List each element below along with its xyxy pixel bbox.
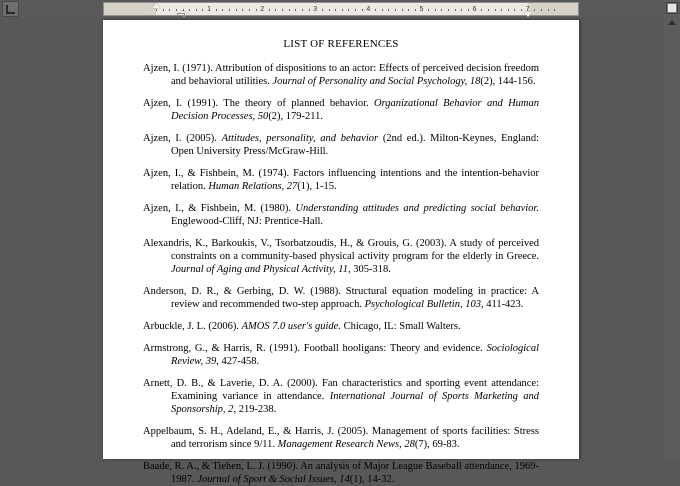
reference-text: (1), 1-15. [297, 181, 337, 192]
ruler-tick [249, 9, 250, 11]
scrollbar-button-icon [668, 4, 676, 12]
ruler-tick [441, 9, 442, 11]
reference-italic-text: Understanding attitudes and predicting social behavior. [295, 203, 539, 214]
ruler-tick [183, 9, 184, 11]
ruler-tick [309, 9, 310, 11]
ruler-tick [355, 9, 356, 11]
reference-text: Anderson, D. R., & Gerbing, D. W. (1988). Structural equation modeling in practice: A review and recommended two-step approach. [143, 286, 539, 310]
ruler-tick [169, 9, 170, 11]
reference-text: Chicago, IL: Small Walters. [340, 321, 461, 332]
ruler-tick-label: 1 [207, 6, 211, 13]
ruler-tick [335, 9, 336, 11]
tab-stop-selector[interactable] [2, 1, 19, 17]
ruler-tick [521, 9, 522, 11]
ruler-tick [428, 9, 429, 11]
reference-text: Arnett, D. B., & Laverie, D. A. (2000). Fan characteristics and sporting event attendance: Examining variance in attendance. [143, 378, 539, 402]
reference-text: (2), 179-211. [268, 111, 324, 122]
ruler-tick [548, 9, 549, 11]
ruler-tick [176, 9, 177, 11]
left-tab-stop-icon [6, 5, 15, 14]
ruler-tick [408, 9, 409, 11]
reference-list [143, 62, 539, 486]
first-line-indent-marker[interactable] [152, 3, 160, 8]
ruler-tick-label: 6 [472, 6, 477, 13]
ruler-tick [236, 9, 237, 11]
reference-entry [143, 237, 539, 276]
ruler-tick [435, 9, 436, 11]
ruler-tick [468, 9, 469, 11]
reference-entry [143, 425, 539, 451]
ruler-tick [256, 9, 257, 11]
reference-italic-text: Journal of Aging and Physical Activity, 11 [171, 264, 349, 275]
reference-italic-text: Management Research News, 28 [277, 439, 415, 450]
ruler-tick [216, 9, 217, 11]
reference-text: Ajzen, I. (1991). The theory of planned behavior. [143, 98, 374, 109]
reference-entry [143, 285, 539, 311]
ruler-tick [269, 9, 270, 11]
reference-entry [143, 320, 539, 333]
ruler-tick-label: 2 [260, 6, 265, 13]
reference-entry [143, 377, 539, 416]
ruler-tick [488, 9, 489, 11]
ruler-tick [196, 9, 197, 11]
reference-text: Alexandris, K., Barkoukis, V., Tsorbatzoudis, H., & Grouis, G. (2003). A study of perceived constraints on a community-based physical activity program for the elderly in Greece. [143, 238, 539, 262]
ruler-tick [495, 9, 496, 11]
reference-text: Ajzen, I., & Fishbein, M. (1980). [143, 203, 296, 214]
reference-entry [143, 132, 539, 158]
ruler-tick [541, 9, 542, 11]
left-indent-marker[interactable] [177, 13, 185, 16]
ruler-tick [375, 9, 376, 11]
reference-italic-text: Sociological Review, 39 [171, 343, 539, 367]
ruler-tick [202, 9, 203, 11]
ruler-tick [348, 9, 349, 11]
reference-italic-text: Attitudes, personality, and behavior [221, 133, 379, 144]
ruler-tick [156, 9, 157, 11]
ruler-tick [554, 9, 555, 11]
ruler-tick [448, 9, 449, 11]
scrollbar-top-button[interactable] [666, 2, 678, 14]
reference-italic-text: Human Relations, 27 [208, 181, 298, 192]
ruler-tick [362, 9, 363, 11]
horizontal-ruler[interactable] [103, 2, 579, 16]
ruler-tick [229, 9, 230, 11]
reference-text: Ajzen, I., & Fishbein, M. (1974). Factors influencing intentions and the intention-behavior relation. [143, 168, 539, 192]
ruler-tick [295, 9, 296, 11]
page-content [103, 20, 579, 486]
reference-entry [143, 62, 539, 88]
ruler-tick [382, 9, 383, 11]
reference-text: Ajzen, I. (2005). [143, 133, 222, 144]
reference-text: (1), 14-32. [349, 474, 395, 485]
ruler-tick [514, 9, 515, 11]
reference-italic-text: International Journal of Sports Marketing and Sponsorship, 2 [171, 391, 540, 415]
reference-italic-text: Journal of Personality and Social Psychology, 18 [272, 76, 481, 87]
ruler-tick [461, 9, 462, 11]
ruler-tick [508, 9, 509, 11]
ruler-tick [322, 9, 323, 11]
ruler-tick [395, 9, 396, 11]
reference-text: , 411-423. [480, 299, 524, 310]
ruler-tick [534, 9, 535, 11]
reference-text: , 427-458. [216, 356, 260, 367]
ruler-tick-label: 3 [313, 6, 318, 13]
reference-italic-text: AMOS 7.0 user's guide. [241, 321, 341, 332]
ruler-bar [0, 0, 680, 18]
ruler-tick [289, 9, 290, 11]
page-title: LIST OF REFERENCES [283, 38, 399, 50]
reference-text: Baade, R. A., & Tiehen, L. J. (1990). An analysis of Major League Baseball attendance, 1969-1987. [143, 461, 539, 485]
reference-entry [143, 342, 539, 368]
reference-text: Appelbaum, S. H., Adeland, E., & Harris, J. (2005). Management of sports facilities: Stress and terrorism since 9/11. [143, 426, 539, 450]
ruler-tick [501, 9, 502, 11]
reference-entry [143, 202, 539, 228]
right-indent-marker[interactable] [524, 12, 532, 17]
ruler-tick-label: 7 [525, 6, 530, 13]
ruler-tick-label: 5 [419, 6, 424, 13]
ruler-tick [388, 9, 389, 11]
ruler-tick [402, 9, 403, 11]
reference-italic-text: Psychological Bulletin, 103 [364, 299, 481, 310]
ruler-tick [282, 9, 283, 11]
reference-text: , 219-238. [233, 404, 277, 415]
ruler-tick-label: 4 [366, 6, 371, 13]
ruler-tick [222, 9, 223, 11]
ruler-tick [302, 9, 303, 11]
vertical-scrollbar[interactable] [664, 0, 680, 459]
reference-text: Armstrong, G., & Harris, R. (1991). Football hooligans: Theory and evidence. [143, 343, 487, 354]
ruler-tick [342, 9, 343, 11]
ruler-tick [275, 9, 276, 11]
ruler-tick [163, 9, 164, 11]
scroll-up-arrow-icon[interactable] [668, 20, 676, 25]
reference-text: , 305-318. [348, 264, 391, 275]
reference-text: (7), 69-83. [414, 439, 460, 450]
ruler-tick [415, 9, 416, 11]
ruler-tick [455, 9, 456, 11]
reference-entry [143, 460, 539, 486]
reference-text: Englewood-Cliff, NJ: Prentice-Hall. [171, 216, 324, 227]
reference-text: (2), 144-156. [480, 76, 536, 87]
ruler-tick [329, 9, 330, 11]
ruler-tick [242, 9, 243, 11]
document-page [103, 20, 579, 485]
reference-italic-text: Journal of Sport & Social Issues, 14 [197, 474, 350, 485]
reference-text: (2nd ed.). Milton-Keynes, England: Open University Press/McGraw-Hill. [171, 133, 540, 157]
reference-entry [143, 97, 539, 123]
ruler-tick [189, 9, 190, 11]
reference-entry [143, 167, 539, 193]
reference-text: Arbuckle, J. L. (2006). [143, 321, 242, 332]
reference-text: Ajzen, I. (1971). Attribution of dispositions to an actor: Effects of perceived decision freedom and behavioral utilities. [143, 63, 539, 87]
ruler-tick [481, 9, 482, 11]
reference-italic-text: Organizational Behavior and Human Decision Processes, 50 [171, 98, 539, 122]
